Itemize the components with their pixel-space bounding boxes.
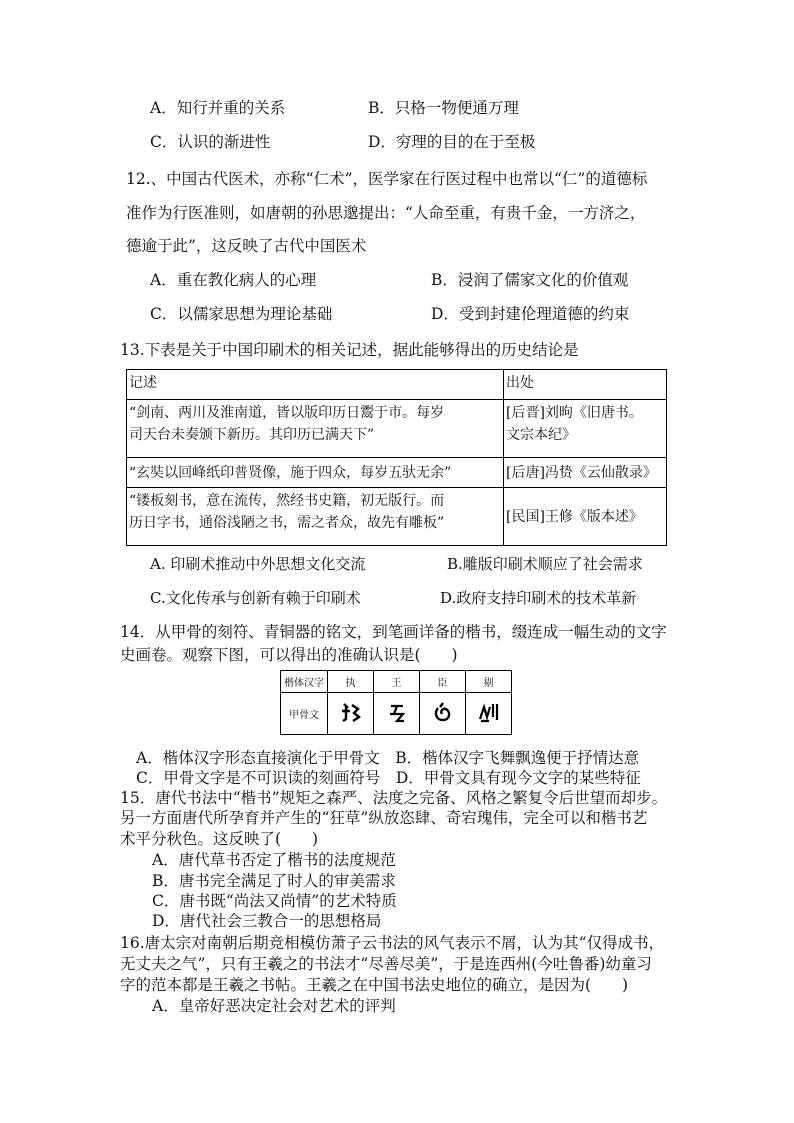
q14-oracle-glyph-3 xyxy=(420,693,466,735)
q14-character-table xyxy=(280,670,512,735)
q13-row1-source xyxy=(504,400,667,458)
q14-char-2: 王 xyxy=(374,671,420,693)
q12-option-c: C．以儒家思想为理论基础 xyxy=(150,305,333,323)
q13-table xyxy=(126,369,667,546)
q16-stem-line1: 16.唐太宗对南朝后期竞相模仿萧子云书法的风气表示不屑，认为其“仅得成书， xyxy=(120,934,665,952)
q15-option-d: D．唐代社会三教合一的思想格局 xyxy=(152,912,382,930)
q13-row1-text-l2: 司天台未奏颁下新历。其印历已满天下” xyxy=(129,427,375,443)
q13-row1-source-l1: [后晋]刘昫《旧唐书。 xyxy=(506,405,643,421)
q14-options-cd: C．甲骨文字是不可识读的刻画符号 D．甲骨文具有现今文字的某些特征 xyxy=(136,769,641,787)
q16-stem-line2: 无丈夫之气”，只有王羲之的书法才“尽善尽美”，于是连西州(今吐鲁番)幼童习 xyxy=(120,955,652,973)
q15-stem-line1: 15．唐代书法中“楷书”规矩之森严、法度之完备、风格之繁复令后世望而却步。 xyxy=(120,789,668,807)
q16-option-a: A．皇帝好恶决定社会对艺术的评判 xyxy=(152,997,396,1015)
q15-option-b: B．唐书完全满足了时人的审美需求 xyxy=(152,872,396,890)
q13-row1-text xyxy=(127,400,504,458)
q14-oracle-glyph-4 xyxy=(466,693,512,735)
q14-char-3: 臣 xyxy=(420,671,466,693)
q13-row3-source: [民国]王修《版本述》 xyxy=(504,488,667,546)
q11-option-d: D．穷理的目的在于至极 xyxy=(368,133,536,151)
q11-option-a: A．知行并重的关系 xyxy=(150,99,286,117)
q12-stem-line1: 12.、中国古代医术，亦称“仁术”，医学家在行医过程中也常以“仁”的道德标 xyxy=(126,170,648,188)
q15-option-c: C．唐书既“尚法又尚情”的艺术特质 xyxy=(152,892,397,910)
q13-row2-text: “玄奘以回峰纸印普贤像，施于四众，每岁五驮无余” xyxy=(127,458,504,488)
q15-option-a: A．唐代草书否定了楷书的法度规范 xyxy=(152,851,396,869)
q14-char-4: 剔 xyxy=(466,671,512,693)
q15-stem-line3: 术平分秋色。这反映了( ) xyxy=(120,830,319,848)
q13-header-source: 出处 xyxy=(504,370,667,400)
q13-row2-source: [后唐]冯贽《云仙散录》 xyxy=(504,458,667,488)
q13-row3-text-l2: 历日字书，通俗浅陋之书，需之者众，故先有雕板” xyxy=(129,515,445,531)
q12-option-d: D．受到封建伦理道德的约束 xyxy=(431,305,630,323)
q13-option-a: A. 印刷术推动中外思想文化交流 xyxy=(150,555,366,573)
q14-char-1: 执 xyxy=(328,671,374,693)
q13-row1-text-l1: “剑南、两川及淮南道，皆以版印历日鬻于市。每岁 xyxy=(129,405,445,421)
q13-row1-source-l2: 文宗本纪》 xyxy=(506,427,576,443)
q15-stem-line2: 另一方面唐代所孕育并产生的“狂草”纵放恣肆、奇宕瑰伟，完全可以和楷书艺 xyxy=(120,809,648,827)
q14-stem-line2: 史画卷。观察下图，可以得出的准确认识是( ) xyxy=(120,646,458,664)
q13-option-c: C.文化传承与创新有赖于印刷术 xyxy=(150,589,361,607)
q13-stem: 13.下表是关于中国印刷术的相关记述，据此能够得出的历史结论是 xyxy=(120,341,579,359)
q14-stem-line1: 14．从甲骨的刻符、青铜器的铭文，到笔画详备的楷书，缀连成一幅生动的文字 xyxy=(120,623,667,641)
q12-stem-line3: 德逾于此”，这反映了古代中国医术 xyxy=(126,237,367,255)
q13-row3-text xyxy=(127,488,504,546)
q12-option-b: B．浸润了儒家文化的价值观 xyxy=(431,271,629,289)
q14-oracle-glyph-2 xyxy=(374,693,420,735)
q11-option-b: B．只格一物便通万理 xyxy=(368,99,519,117)
q14-label-kaishu: 楷体汉字 xyxy=(281,671,328,693)
q13-option-b: B.雕版印刷术顺应了社会需求 xyxy=(447,555,643,573)
q13-option-d: D.政府支持印刷术的技术革新 xyxy=(440,589,637,607)
q12-stem-line2: 准作为行医准则，如唐朝的孙思邈提出：“人命至重，有贵千金，一方济之， xyxy=(126,204,646,222)
q14-label-oracle: 甲骨文 xyxy=(281,693,328,735)
q13-row3-text-l1: “镂板刻书，意在流传，然经书史籍，初无版行。而 xyxy=(129,493,445,509)
q13-header-record: 记述 xyxy=(127,370,504,400)
q14-options-ab: A．楷体汉字形态直接演化于甲骨文 B．楷体汉字飞舞飘逸便于抒情达意 xyxy=(136,749,640,767)
q16-stem-line3: 字的范本都是王羲之书帖。王羲之在中国书法史地位的确立，是因为( ) xyxy=(120,976,629,994)
q14-oracle-glyph-1 xyxy=(328,693,374,735)
q12-option-a: A．重在教化病人的心理 xyxy=(150,271,317,289)
q11-option-c: C．认识的渐进性 xyxy=(150,133,271,151)
